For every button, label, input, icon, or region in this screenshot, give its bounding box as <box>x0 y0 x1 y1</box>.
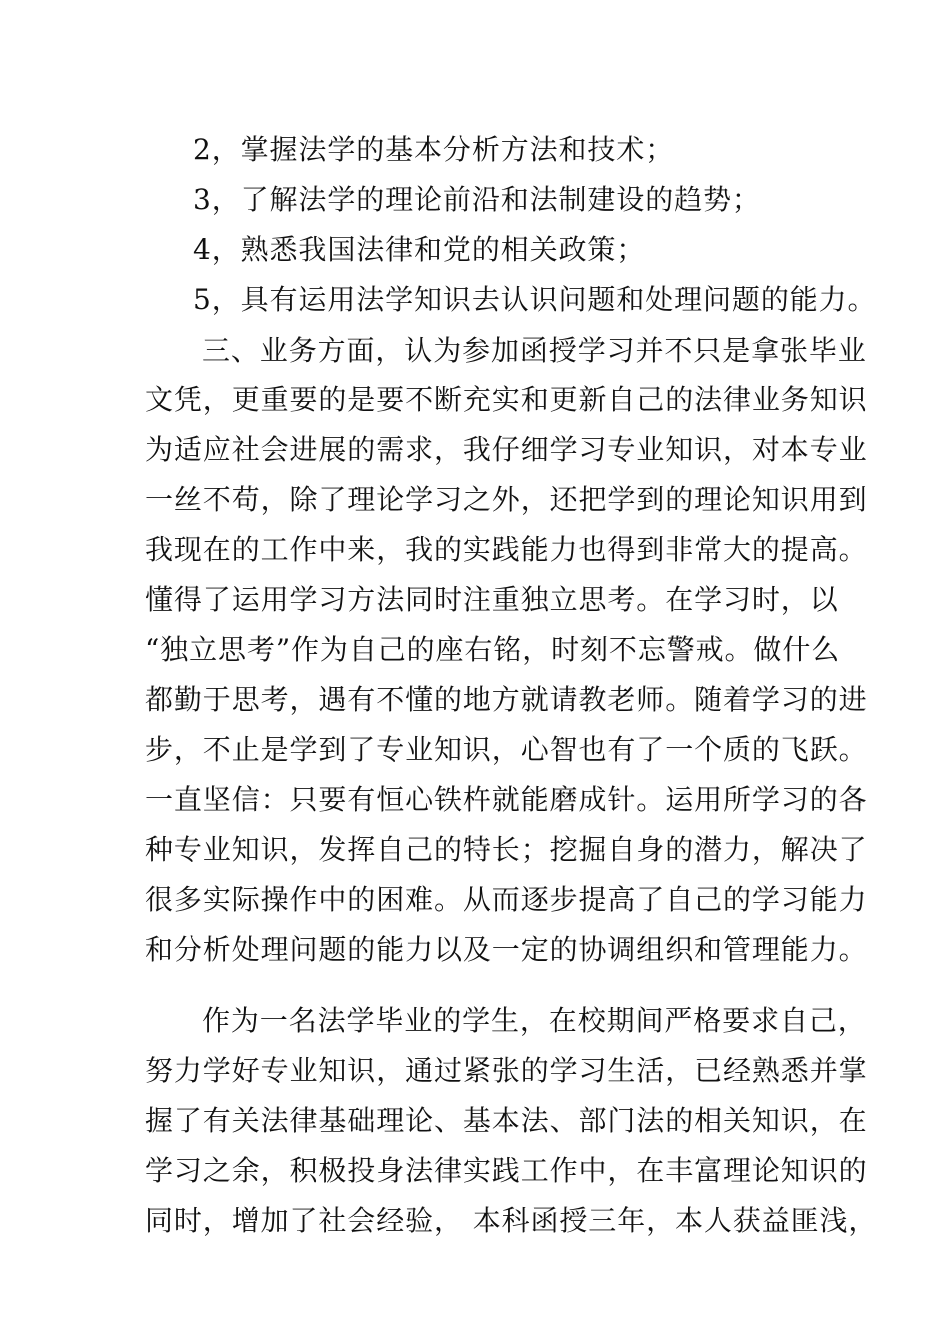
section-3-heading-line: 三、业务方面，认为参加函授学习并不只是拿张毕业 <box>202 334 867 367</box>
list-item-4: 4，熟悉我国法律和党的相关政策； <box>193 233 646 266</box>
paragraph-line: 一丝不苟，除了理论学习之外，还把学到的理论知识用到 <box>145 483 868 516</box>
paragraph-line: 懂得了运用学习方法同时注重独立思考。在学习时，以 <box>145 583 839 616</box>
paragraph-line: 种专业知识，发挥自己的特长；挖掘自身的潜力，解决了 <box>145 833 868 866</box>
paragraph-line: 握了有关法律基础理论、基本法、部门法的相关知识，在 <box>145 1104 868 1137</box>
paragraph-line: 文凭，更重要的是要不断充实和更新自己的法律业务知识 <box>145 383 868 416</box>
paragraph-line: 和分析处理问题的能力以及一定的协调组织和管理能力。 <box>145 933 868 966</box>
paragraph-line: 为适应社会进展的需求，我仔细学习专业知识，对本专业 <box>145 433 868 466</box>
paragraph-line: 都勤于思考，遇有不懂的地方就请教老师。随着学习的进 <box>145 683 868 716</box>
closing-paragraph-first-line: 作为一名法学毕业的学生，在校期间严格要求自己， <box>202 1004 867 1037</box>
paragraph-line: 学习之余，积极投身法律实践工作中，在丰富理论知识的 <box>145 1154 868 1187</box>
list-item-5: 5，具有运用法学知识去认识问题和处理问题的能力。 <box>193 283 877 316</box>
list-item-3: 3，了解法学的理论前沿和法制建设的趋势； <box>193 183 761 216</box>
paragraph-line: 我现在的工作中来，我的实践能力也得到非常大的提高。 <box>145 533 868 566</box>
list-item-2: 2，掌握法学的基本分析方法和技术； <box>193 133 675 166</box>
paragraph-line: 很多实际操作中的困难。从而逐步提高了自己的学习能力 <box>145 883 868 916</box>
paragraph-line: “独立思考”作为自己的座右铭，时刻不忘警戒。做什么 <box>145 633 841 666</box>
paragraph-line: 努力学好专业知识，通过紧张的学习生活，已经熟悉并掌 <box>145 1054 868 1087</box>
paragraph-line: 同时，增加了社会经验， 本科函授三年，本人获益匪浅， <box>145 1204 878 1237</box>
paragraph-line: 步，不止是学到了专业知识，心智也有了一个质的飞跃。 <box>145 733 868 766</box>
paragraph-line: 一直坚信：只要有恒心铁杵就能磨成针。运用所学习的各 <box>145 783 868 816</box>
